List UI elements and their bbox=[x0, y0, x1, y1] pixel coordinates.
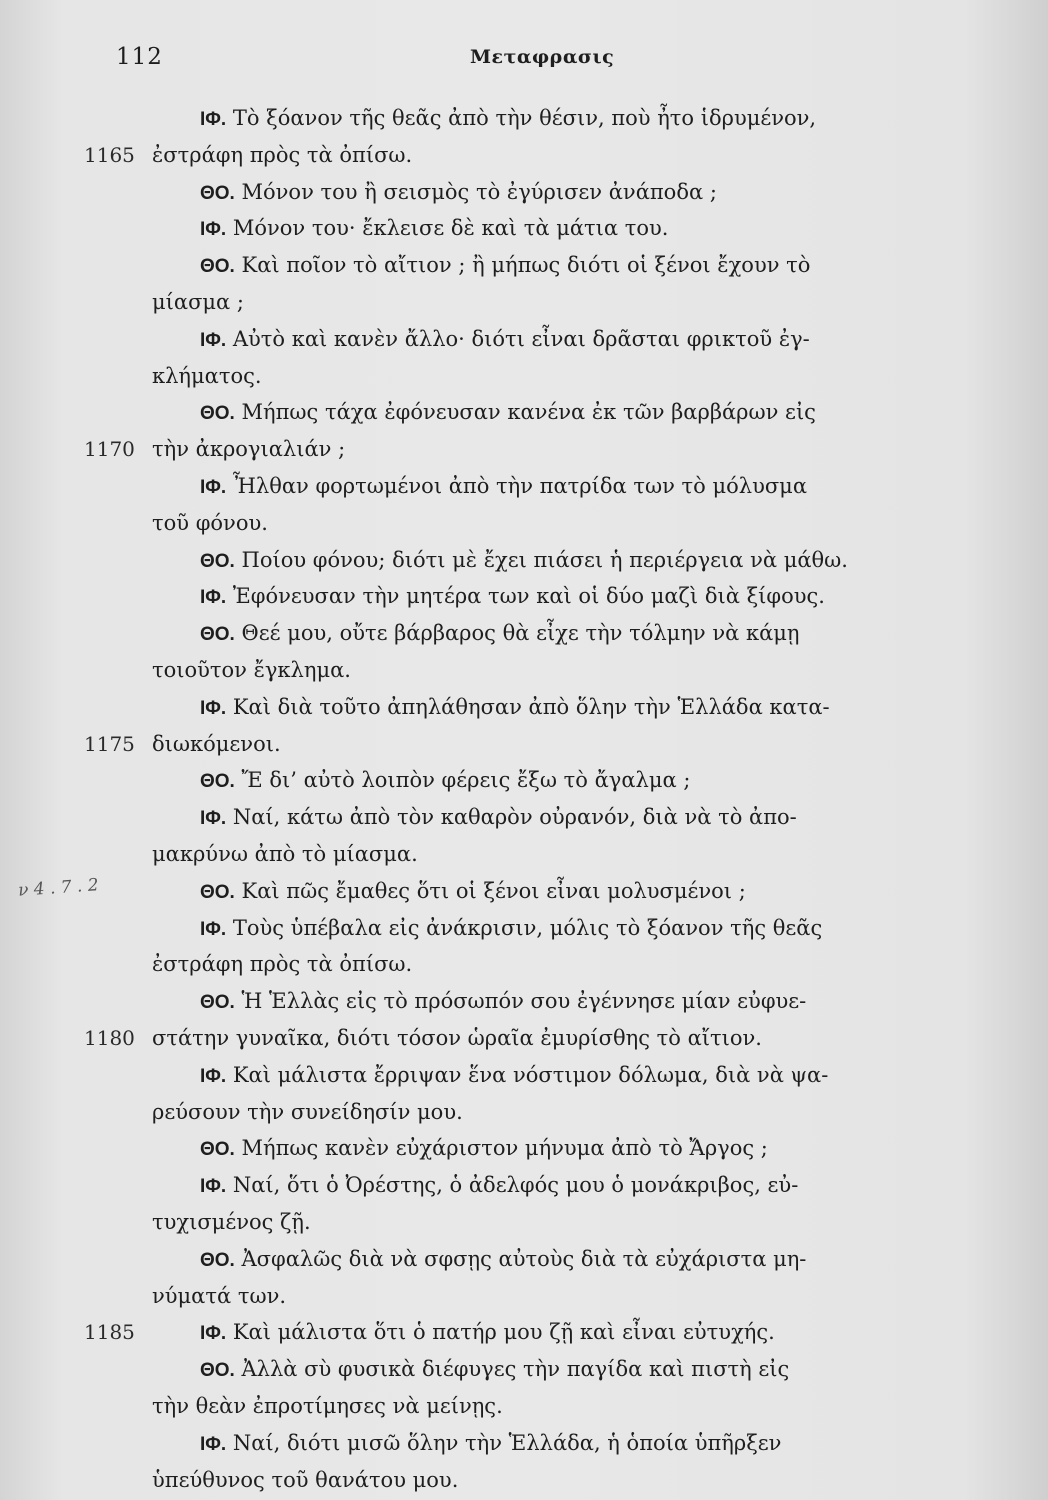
line-text: νύματά των. bbox=[152, 1284, 287, 1308]
continuation-line bbox=[0, 1094, 1048, 1131]
line-content bbox=[200, 210, 668, 248]
speaker-label: ΘΟ. bbox=[200, 1250, 235, 1271]
continuation-line bbox=[0, 284, 1048, 321]
line-content bbox=[152, 505, 268, 542]
line-text: ἐστράφη πρὸς τὰ ὀπίσω. bbox=[152, 143, 413, 167]
speech-line bbox=[0, 1314, 1048, 1351]
continuation-line bbox=[0, 431, 1048, 468]
speaker-label: ΙΦ. bbox=[200, 330, 227, 351]
continuation-line bbox=[0, 946, 1048, 983]
handwritten-margin-note: ν 4 . 7 . 2 bbox=[17, 875, 100, 901]
verse-line-number: 1180 bbox=[84, 1026, 135, 1050]
line-content bbox=[152, 836, 418, 873]
line-content bbox=[152, 946, 412, 983]
line-text: τοῦ φόνου. bbox=[152, 511, 268, 535]
running-title: Μεταφρασις bbox=[470, 46, 615, 68]
speech-line bbox=[0, 100, 1048, 137]
verse-line-number: 1170 bbox=[84, 437, 135, 461]
continuation-line bbox=[0, 1278, 1048, 1315]
continuation-line bbox=[0, 137, 1048, 174]
line-text: Ἐφόνευσαν τὴν μητέρα των καὶ οἱ δύο μαζὶ διὰ ξίφους. bbox=[226, 584, 825, 608]
line-text: ὑπεύθυνος τοῦ θανάτου μου. bbox=[152, 1468, 459, 1492]
line-content bbox=[200, 873, 746, 911]
speaker-label: ΘΟ. bbox=[200, 551, 235, 572]
verse-line-number: 1165 bbox=[84, 143, 135, 167]
line-content bbox=[200, 689, 830, 727]
line-text: Ποίου φόνου; διότι μὲ ἔχει πιάσει ἡ περιέργεια νὰ μάθω. bbox=[234, 548, 848, 572]
line-text: Ἡ Ἑλλὰς εἰς τὸ πρόσωπόν σου ἐγέννησε μίαν εὐφυε- bbox=[234, 989, 807, 1013]
line-text: τοιοῦτον ἔγκλημα. bbox=[152, 658, 351, 682]
continuation-line bbox=[0, 652, 1048, 689]
line-content bbox=[200, 1167, 798, 1205]
speaker-label: ΘΟ. bbox=[200, 1139, 235, 1160]
speaker-label: ΙΦ. bbox=[200, 1176, 227, 1197]
continuation-line bbox=[0, 726, 1048, 763]
line-content bbox=[200, 983, 806, 1021]
line-text: Καὶ μάλιστα ἔρριψαν ἕνα νόστιμον δόλωμα, διὰ νὰ ψα- bbox=[226, 1063, 829, 1087]
continuation-line bbox=[0, 1388, 1048, 1425]
line-text: μίασμα ; bbox=[152, 290, 244, 314]
speech-line bbox=[0, 210, 1048, 247]
speaker-label: ΙΦ. bbox=[200, 919, 227, 940]
line-text: Ἦλθαν φορτωμένοι ἀπὸ τὴν πατρίδα των τὸ μόλυσμα bbox=[226, 474, 808, 498]
line-content bbox=[152, 431, 345, 468]
speaker-label: ΘΟ. bbox=[200, 624, 235, 645]
speech-line bbox=[0, 615, 1048, 652]
speech-line bbox=[0, 468, 1048, 505]
line-text: μακρύνω ἀπὸ τὸ μίασμα. bbox=[152, 842, 418, 866]
line-content bbox=[152, 1094, 463, 1131]
line-text: Θεέ μου, οὔτε βάρβαρος θὰ εἶχε τὴν τόλμην νὰ κάμῃ bbox=[234, 621, 800, 645]
line-text: Καὶ διὰ τοῦτο ἀπηλάθησαν ἀπὸ ὅλην τὴν Ἑλλάδα κατα- bbox=[226, 695, 830, 719]
speech-line bbox=[0, 1167, 1048, 1204]
speech-line bbox=[0, 1425, 1048, 1462]
line-content bbox=[152, 137, 412, 174]
speech-line bbox=[0, 799, 1048, 836]
line-content bbox=[200, 321, 810, 359]
line-text: τὴν θεὰν ἐπροτίμησες νὰ μείνῃς. bbox=[152, 1394, 503, 1418]
line-content bbox=[200, 1130, 768, 1168]
line-content bbox=[200, 578, 825, 616]
speech-line bbox=[0, 247, 1048, 284]
line-text: στάτην γυναῖκα, διότι τόσον ὡραῖα ἐμυρίσθης τὸ αἴτιον. bbox=[152, 1026, 762, 1050]
line-content bbox=[152, 358, 262, 395]
speech-line bbox=[0, 321, 1048, 358]
line-content bbox=[152, 284, 244, 321]
line-text: Ναί, κάτω ἀπὸ τὸν καθαρὸν οὐρανόν, διὰ νὰ τὸ ἀπο- bbox=[226, 805, 797, 829]
speech-line bbox=[0, 1057, 1048, 1094]
continuation-line bbox=[0, 1462, 1048, 1499]
verse-line-number: 1185 bbox=[84, 1320, 135, 1344]
line-content bbox=[200, 542, 848, 580]
line-text: Καὶ μάλιστα ὅτι ὁ πατήρ μου ζῇ καὶ εἶναι εὐτυχής. bbox=[226, 1320, 775, 1344]
line-content bbox=[200, 1241, 806, 1279]
speaker-label: ΘΟ. bbox=[200, 1360, 235, 1381]
line-text: Τὸ ξόανον τῆς θεᾶς ἀπὸ τὴν θέσιν, ποὺ ἦτο ἱδρυμένον, bbox=[226, 106, 817, 130]
speech-line bbox=[0, 1241, 1048, 1278]
line-content bbox=[200, 1057, 828, 1095]
line-content bbox=[200, 394, 816, 432]
line-content bbox=[200, 1425, 781, 1463]
speaker-label: ΘΟ. bbox=[200, 183, 235, 204]
speaker-label: ΙΦ. bbox=[200, 109, 227, 130]
line-text: ἐστράφη πρὸς τὰ ὀπίσω. bbox=[152, 952, 413, 976]
continuation-line bbox=[0, 1204, 1048, 1241]
line-content bbox=[200, 100, 816, 138]
line-content bbox=[200, 615, 800, 653]
line-content bbox=[200, 174, 717, 212]
speech-line bbox=[0, 762, 1048, 799]
speech-line bbox=[0, 174, 1048, 211]
speaker-label: ΘΟ. bbox=[200, 256, 235, 277]
line-text: κλήματος. bbox=[152, 364, 262, 388]
speaker-label: ΘΟ. bbox=[200, 882, 235, 903]
line-content bbox=[152, 652, 351, 689]
speaker-label: ΘΟ. bbox=[200, 403, 235, 424]
speech-line bbox=[0, 689, 1048, 726]
verse-line-number: 1175 bbox=[84, 732, 135, 756]
speaker-label: ΙΦ. bbox=[200, 1066, 227, 1087]
line-text: Μήπως κανὲν εὐχάριστον μήνυμα ἀπὸ τὸ Ἄργος ; bbox=[234, 1136, 768, 1160]
line-text: Ἀλλὰ σὺ φυσικὰ διέφυγες τὴν παγίδα καὶ πιστὴ εἰς bbox=[234, 1357, 790, 1381]
line-content bbox=[152, 1278, 286, 1315]
line-content bbox=[200, 762, 690, 800]
line-content bbox=[152, 1388, 503, 1425]
line-content bbox=[200, 247, 810, 285]
page-number: 112 bbox=[116, 44, 163, 70]
speech-line bbox=[0, 1130, 1048, 1167]
speaker-label: ΙΦ. bbox=[200, 1434, 227, 1455]
line-content bbox=[152, 726, 281, 763]
line-content bbox=[152, 1204, 311, 1241]
line-text: Αὐτὸ καὶ κανὲν ἄλλο· διότι εἶναι δρᾶσται φρικτοῦ ἐγ- bbox=[226, 327, 810, 351]
line-text: Ἀσφαλῶς διὰ νὰ σφσῃς αὐτοὺς διὰ τὰ εὐχάριστα μη- bbox=[234, 1247, 807, 1271]
speaker-label: ΘΟ. bbox=[200, 771, 235, 792]
speech-line bbox=[0, 542, 1048, 579]
speaker-label: ΙΦ. bbox=[200, 1323, 227, 1344]
speaker-label: ΘΟ. bbox=[200, 992, 235, 1013]
speaker-label: ΙΦ. bbox=[200, 587, 227, 608]
line-text: Μόνον του ἢ σεισμὸς τὸ ἐγύρισεν ἀνάποδα ; bbox=[234, 180, 717, 204]
line-text: Καὶ πῶς ἔμαθες ὅτι οἱ ξένοι εἶναι μολυσμένοι ; bbox=[234, 879, 746, 903]
line-content bbox=[152, 1462, 458, 1499]
line-text: Ἔ δι’ αὐτὸ λοιπὸν φέρεις ἔξω τὸ ἄγαλμα ; bbox=[234, 768, 691, 792]
line-text: τὴν ἀκρογιαλιάν ; bbox=[152, 437, 346, 461]
line-content bbox=[200, 910, 822, 948]
line-content bbox=[200, 468, 807, 506]
line-text: Ναί, ὅτι ὁ Ὀρέστης, ὁ ἀδελφός μου ὁ μονάκριβος, εὐ- bbox=[226, 1173, 799, 1197]
line-text: Ναί, διότι μισῶ ὅλην τὴν Ἑλλάδα, ἡ ὁποία ὑπῆρξεν bbox=[226, 1431, 782, 1455]
line-content bbox=[152, 1020, 762, 1057]
speech-line bbox=[0, 578, 1048, 615]
speech-line bbox=[0, 873, 1048, 910]
line-text: Μόνον του· ἔκλεισε δὲ καὶ τὰ μάτια του. bbox=[226, 216, 669, 240]
speaker-label: ΙΦ. bbox=[200, 808, 227, 829]
speech-line bbox=[0, 910, 1048, 947]
line-content bbox=[200, 1314, 775, 1352]
line-content bbox=[200, 799, 797, 837]
speaker-label: ΙΦ. bbox=[200, 698, 227, 719]
speech-line bbox=[0, 983, 1048, 1020]
line-text: Καὶ ποῖον τὸ αἴτιον ; ἢ μήπως διότι οἱ ξένοι ἔχουν τὸ bbox=[234, 253, 811, 277]
line-text: Τοὺς ὑπέβαλα εἰς ἀνάκρισιν, μόλις τὸ ξόανον τῆς θεᾶς bbox=[226, 916, 823, 940]
line-content bbox=[200, 1351, 789, 1389]
line-text: διωκόμενοι. bbox=[152, 732, 281, 756]
continuation-line bbox=[0, 505, 1048, 542]
speech-line bbox=[0, 1351, 1048, 1388]
line-text: ρεύσουν τὴν συνείδησίν μου. bbox=[152, 1100, 463, 1124]
speech-line bbox=[0, 394, 1048, 431]
line-text: τυχισμένος ζῇ. bbox=[152, 1210, 311, 1234]
speaker-label: ΙΦ. bbox=[200, 219, 227, 240]
continuation-line bbox=[0, 358, 1048, 395]
line-text: Μήπως τάχα ἐφόνευσαν κανένα ἐκ τῶν βαρβάρων εἰς bbox=[234, 400, 816, 424]
continuation-line bbox=[0, 1020, 1048, 1057]
continuation-line bbox=[0, 836, 1048, 873]
speaker-label: ΙΦ. bbox=[200, 477, 227, 498]
